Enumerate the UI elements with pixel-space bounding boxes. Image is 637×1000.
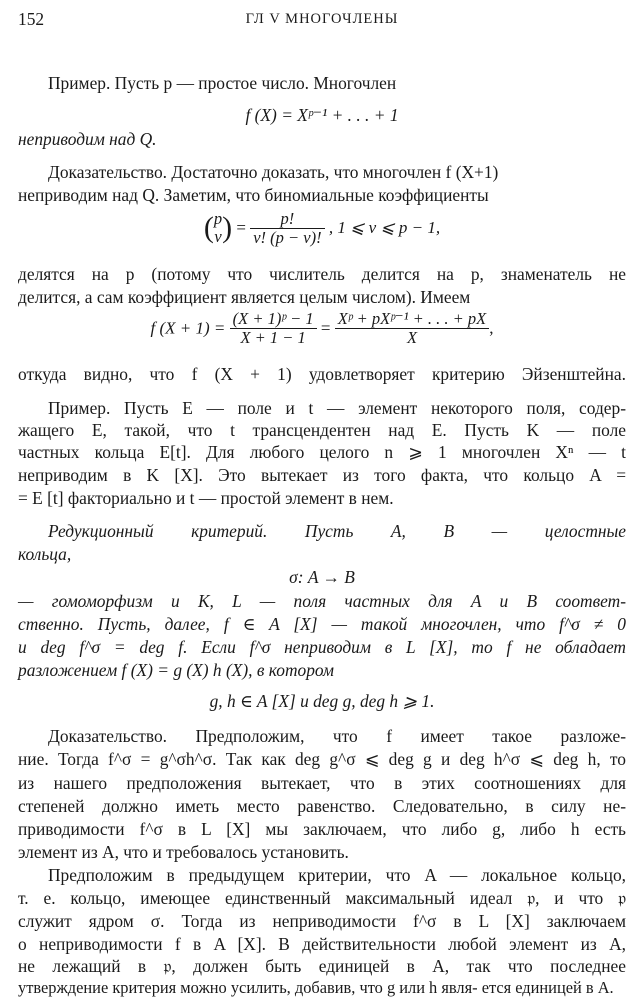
formula-sigma: σ: A → B xyxy=(289,567,355,587)
proof-2-line-4: степеней должно иметь место равенство. Следовательно, в силу не- xyxy=(18,796,626,816)
remark-line-5: не лежащий в 𝔭, должен быть единицей в A, так что последнее xyxy=(18,956,626,976)
criterion-line-4: ственно. Пусть, далее, f ∈ A [X] — такой многочлен, что f^σ ≠ 0 xyxy=(18,614,626,634)
remark-line-1: Предположим в предыдущем критерии, что A — локальное кольцо, xyxy=(48,865,626,885)
proof-2-line-3: из нашего предположения вытекает, что в этих соотношениях для xyxy=(18,773,626,793)
example-1-conclusion: неприводим над Q. xyxy=(18,129,157,149)
criterion-line-6: разложением f (X) = g (X) h (X), в котором xyxy=(18,660,335,680)
example-1-statement: Пример. Пусть p — простое число. Многочлен xyxy=(48,73,397,93)
proof-2-line-6: элемент из A, что и требовалось установить. xyxy=(18,842,349,862)
criterion-line-2: кольца, xyxy=(18,544,72,564)
example-2-line-5: = E [t] факториально и t — простой элемент в нем. xyxy=(18,488,394,508)
formula-polynomial: f (X) = Xᵖ⁻¹ + . . . + 1 xyxy=(245,105,399,125)
proof-1-line-5: откуда видно, что f (X + 1) удовлетворяет критерию Эйзенштейна. xyxy=(18,364,626,384)
formula-shift: f (X + 1) = $\frac{\text{(X + 1)ᵖ − 1}}{X + 1 - 1}$ = $\frac{\text{Xᵖ + pXᵖ⁻¹ + . . . + pX}}{X}$ , xyxy=(150,309,494,347)
proof-2-line-2: ние. Тогда f^σ = g^σh^σ. Так как deg g^σ ⩽ deg g и deg h^σ ⩽ deg h, то xyxy=(18,749,626,769)
remark-line-3: служит ядром σ. Тогда из неприводимости f^σ в L [X] заключаем xyxy=(18,911,626,931)
proof-2-line-1: Доказательство. Предположим, что f имеет такое разложе- xyxy=(48,726,626,746)
remark-line-2: т. е. кольцо, имеющее единственный максимальный идеал 𝔭, и что 𝔭 xyxy=(18,888,626,908)
proof-1-line-3: делятся на p (потому что числитель делится на p, знаменатель не xyxy=(18,264,626,284)
formula-binomial: ( p ν ) = $\frac{p!}{\nu! (p - \nu)!}$ , 1 ⩽ ν ⩽ p − 1, xyxy=(203,208,441,247)
criterion-line-1: Редукционный критерий. Пусть A, B — целостные xyxy=(48,521,626,541)
example-2-line-2: жащего E, такой, что t трансцендентен над E. Пусть K — поле xyxy=(18,420,626,440)
running-title: ГЛ V МНОГОЧЛЕНЫ xyxy=(245,11,399,27)
proof-1-line-2: неприводим над Q. Заметим, что биномиальные коэффициенты xyxy=(18,185,489,205)
criterion-line-5: и deg f^σ = deg f. Если f^σ неприводим в L [X], то f не обладает xyxy=(18,637,626,657)
proof-2-line-5: приводимости f^σ в L [X] мы заключаем, что либо g, либо h есть xyxy=(18,819,626,839)
example-2-line-3: частных кольца E[t]. Для любого целого n ⩾ 1 многочлен Xⁿ — t xyxy=(18,442,626,462)
remark-line-6: утверждение критерия можно усилить, добавив, что g или h явля- ется единицей в A. xyxy=(18,978,614,997)
proof-1-line-1: Доказательство. Достаточно доказать, что многочлен f (X+1) xyxy=(48,162,499,182)
formula-degrees: g, h ∈ A [X] и deg g, deg h ⩾ 1. xyxy=(209,691,435,711)
criterion-line-3: — гомоморфизм и K, L — поля частных для A и B соответ- xyxy=(18,591,626,611)
proof-1-line-4: делится, а сам коэффициент является целым числом). Имеем xyxy=(18,287,471,307)
example-2-line-1: Пример. Пусть E — поле и t — элемент некоторого поля, содер- xyxy=(48,398,626,418)
example-2-line-4: неприводим в K [X]. Это вытекает из того факта, что кольцо A = xyxy=(18,465,626,485)
page-number: 152 xyxy=(18,9,45,29)
remark-line-4: о неприводимости f в A [X]. В действительности любой элемент из A, xyxy=(18,934,626,954)
